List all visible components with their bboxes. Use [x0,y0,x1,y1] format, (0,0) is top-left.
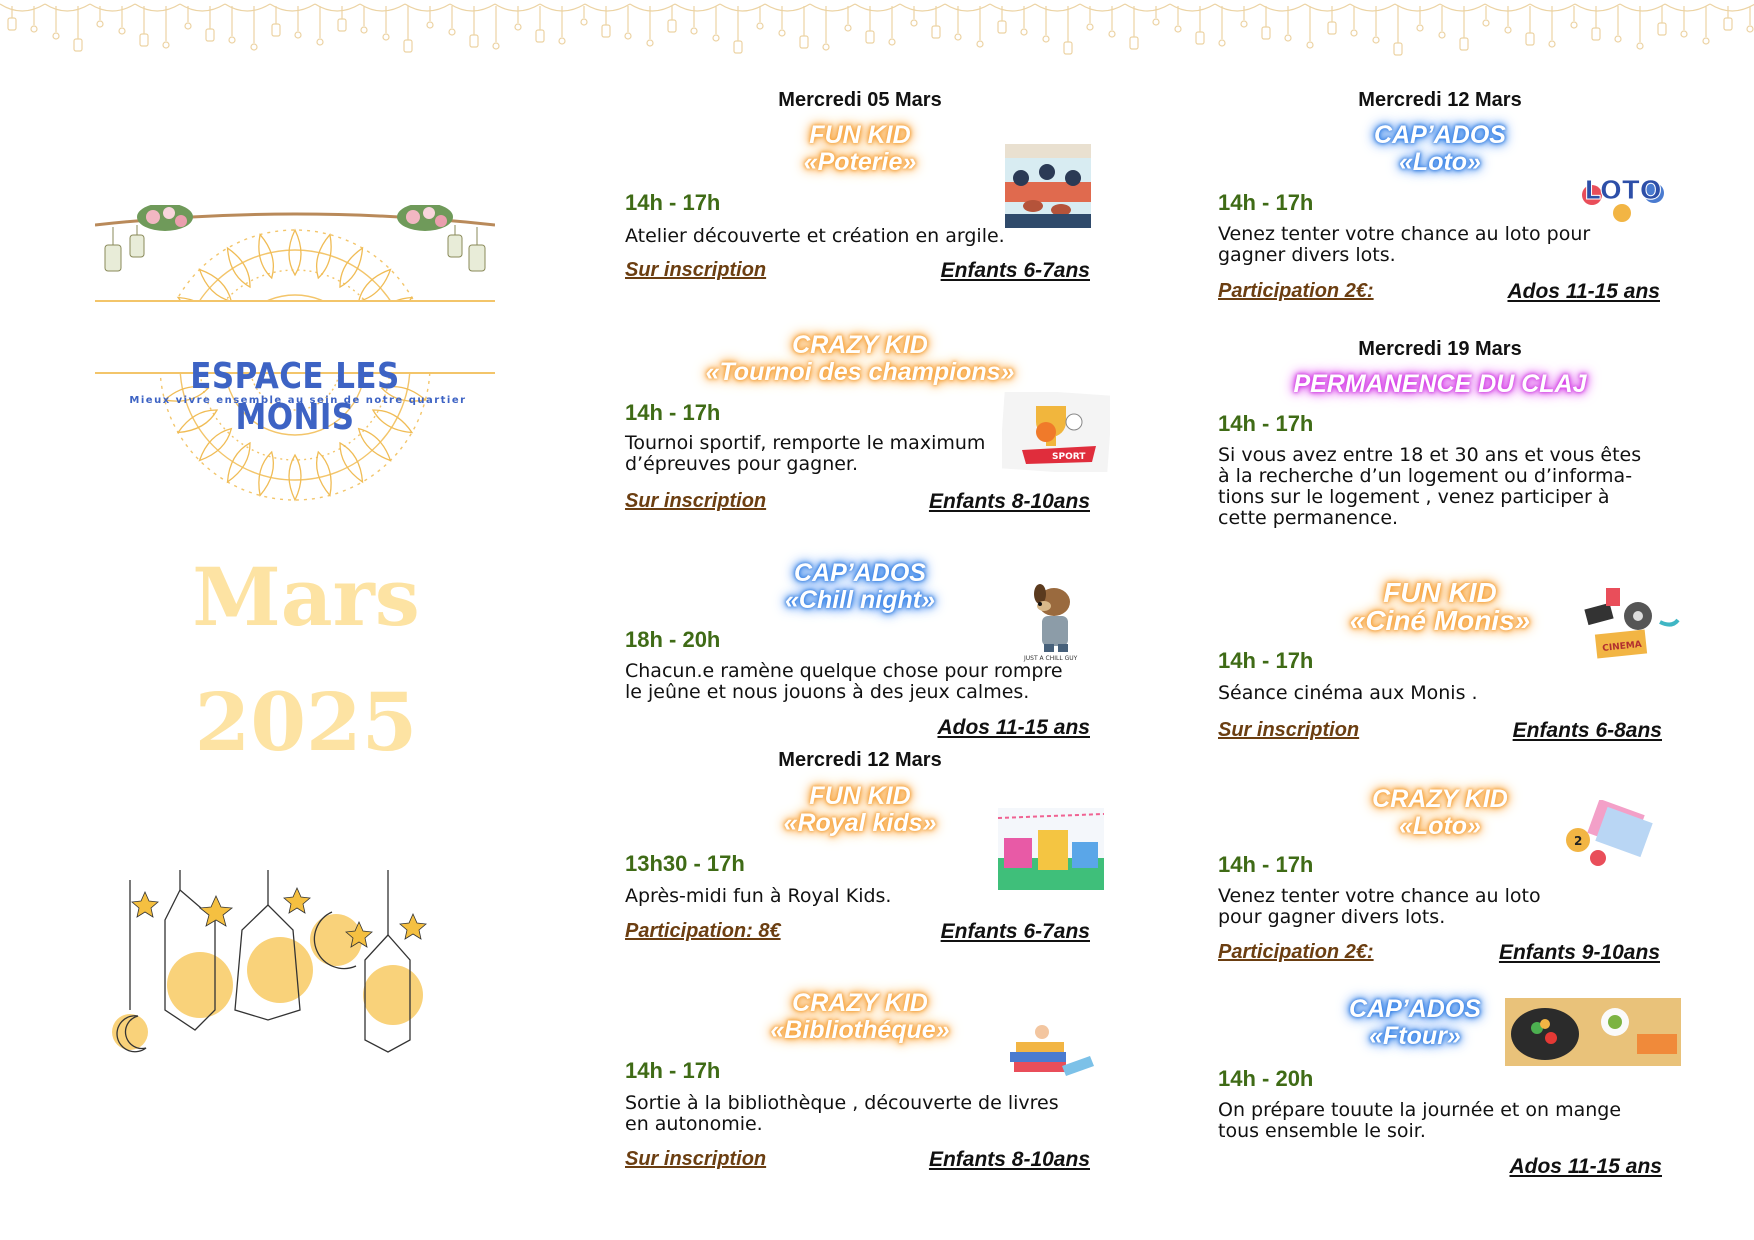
branding-panel [0,0,600,1240]
year-title: 2025 [194,675,418,769]
event-title: «Loto» [1399,812,1481,840]
event-title: «Poterie» [803,148,917,176]
event-registration: Sur inscription [625,1148,767,1170]
icon-caption: LOTO [1584,176,1662,206]
event-audience: Ados 11-15 ans [1509,1155,1662,1178]
pottery-class-icon [1005,144,1091,228]
event-audience: Enfants 6-7ans [940,259,1090,282]
event-audience: Enfants 8-10ans [928,1148,1090,1171]
event-description: On prépare touute la journée et on mange tous ensemble le soir. [1218,1099,1622,1142]
event-tag: FUN KID [809,782,911,810]
event-title: «Bibliothéque» [770,1016,950,1044]
event-description: Atelier découverte et création en argile. [625,225,1005,247]
event-registration: Sur inscription [625,259,767,281]
event-time: 13h30 - 17h [625,851,745,876]
event-tag: FUN KID [809,121,911,149]
event-time: 14h - 20h [1218,1066,1314,1091]
event-title: «Ftour» [1369,1022,1461,1050]
event-time: 14h - 17h [1218,190,1314,215]
event-description: Chacun.e ramène quelque chose pour rompre le jeûne et nous jouons à des jeux calmes. [625,660,1063,703]
svg-text:SPORT: SPORT [1052,452,1086,462]
event-description: Venez tenter votre chance au loto pour gagner divers lots. [1218,223,1591,266]
brand-tagline: Mieux vivre ensemble au sein de notre quartier [129,395,467,406]
ramadan-lanterns-decoration [110,870,480,1065]
event-title: «Ciné Monis» [1349,605,1531,636]
svg-text:2: 2 [1574,834,1583,848]
event-time: 14h - 17h [1218,852,1314,877]
month-title: Mars [192,550,420,644]
event-audience: Enfants 6-8ans [1512,719,1662,742]
event-tag: CRAZY KID [1372,785,1508,813]
event-registration: Sur inscription [1218,719,1360,741]
event-title: «Tournoi des champions» [705,358,1015,386]
icon-caption: CINEMA [1601,639,1643,654]
sport-trophy-icon [1002,392,1110,472]
event-time: 14h - 17h [1218,411,1314,436]
date-heading: Mercredi 19 Mars [1358,338,1522,360]
event-description: Après-midi fun à Royal Kids. [625,885,892,907]
event-description: Sortie à la bibliothèque , découverte de livres en autonomie. [625,1092,1059,1135]
event-registration: Participation 2€: [1218,280,1374,302]
playground-icon [998,808,1104,890]
date-heading: Mercredi 05 Mars [778,89,942,111]
cinema-icon [1580,586,1680,666]
chill-dog-icon [1020,578,1092,662]
event-audience: Ados 11-15 ans [937,716,1090,739]
event-description: Si vous avez entre 18 et 30 ans et vous êtes à la recherche d’un logement ou d’informa- tions sur le logement , venez participer à cette permanence. [1218,444,1642,529]
event-audience: Enfants 8-10ans [928,490,1090,513]
date-heading: Mercredi 12 Mars [778,749,942,771]
event-title: «Chill night» [785,586,935,614]
date-heading: Mercredi 12 Mars [1358,89,1522,111]
event-title: «Loto» [1399,148,1481,176]
event-time: 14h - 17h [625,190,721,215]
event-tag: CAP’ADOS [794,559,926,587]
event-description: Séance cinéma aux Monis . [1218,682,1478,704]
icon-caption: JUST A CHILL GUY [1024,655,1078,662]
food-icon [1505,998,1681,1066]
event-registration: Participation: 8€ [625,920,781,942]
event-audience: Enfants 9-10ans [1498,941,1660,964]
event-registration: Participation 2€: [1218,941,1374,963]
loto-icon [1578,155,1668,225]
event-tag: FUN KID [1383,577,1497,608]
loto-cards-icon [1562,800,1658,870]
event-description: Tournoi sportif, remporte le maximum d’épreuves pour gagner. [625,432,986,475]
event-tag: CRAZY KID [792,331,928,359]
event-tag: CRAZY KID [792,989,928,1017]
event-audience: Enfants 6-7ans [940,920,1090,943]
event-title: «Royal kids» [783,809,937,837]
event-time: 18h - 20h [625,627,721,652]
event-tag: CAP’ADOS [1374,121,1506,149]
event-time: 14h - 17h [625,400,721,425]
books-icon [1000,1022,1098,1082]
event-registration: Sur inscription [625,490,767,512]
event-description: Venez tenter votre chance au loto pour gagner divers lots. [1218,885,1541,928]
event-tag: CAP’ADOS [1349,995,1481,1023]
event-audience: Ados 11-15 ans [1507,280,1660,303]
event-tag: PERMANENCE DU CLAJ [1293,370,1587,398]
brand-name: ESPACE LES MONIS [190,356,400,438]
event-time: 14h - 17h [625,1058,721,1083]
event-time: 14h - 17h [1218,648,1314,673]
